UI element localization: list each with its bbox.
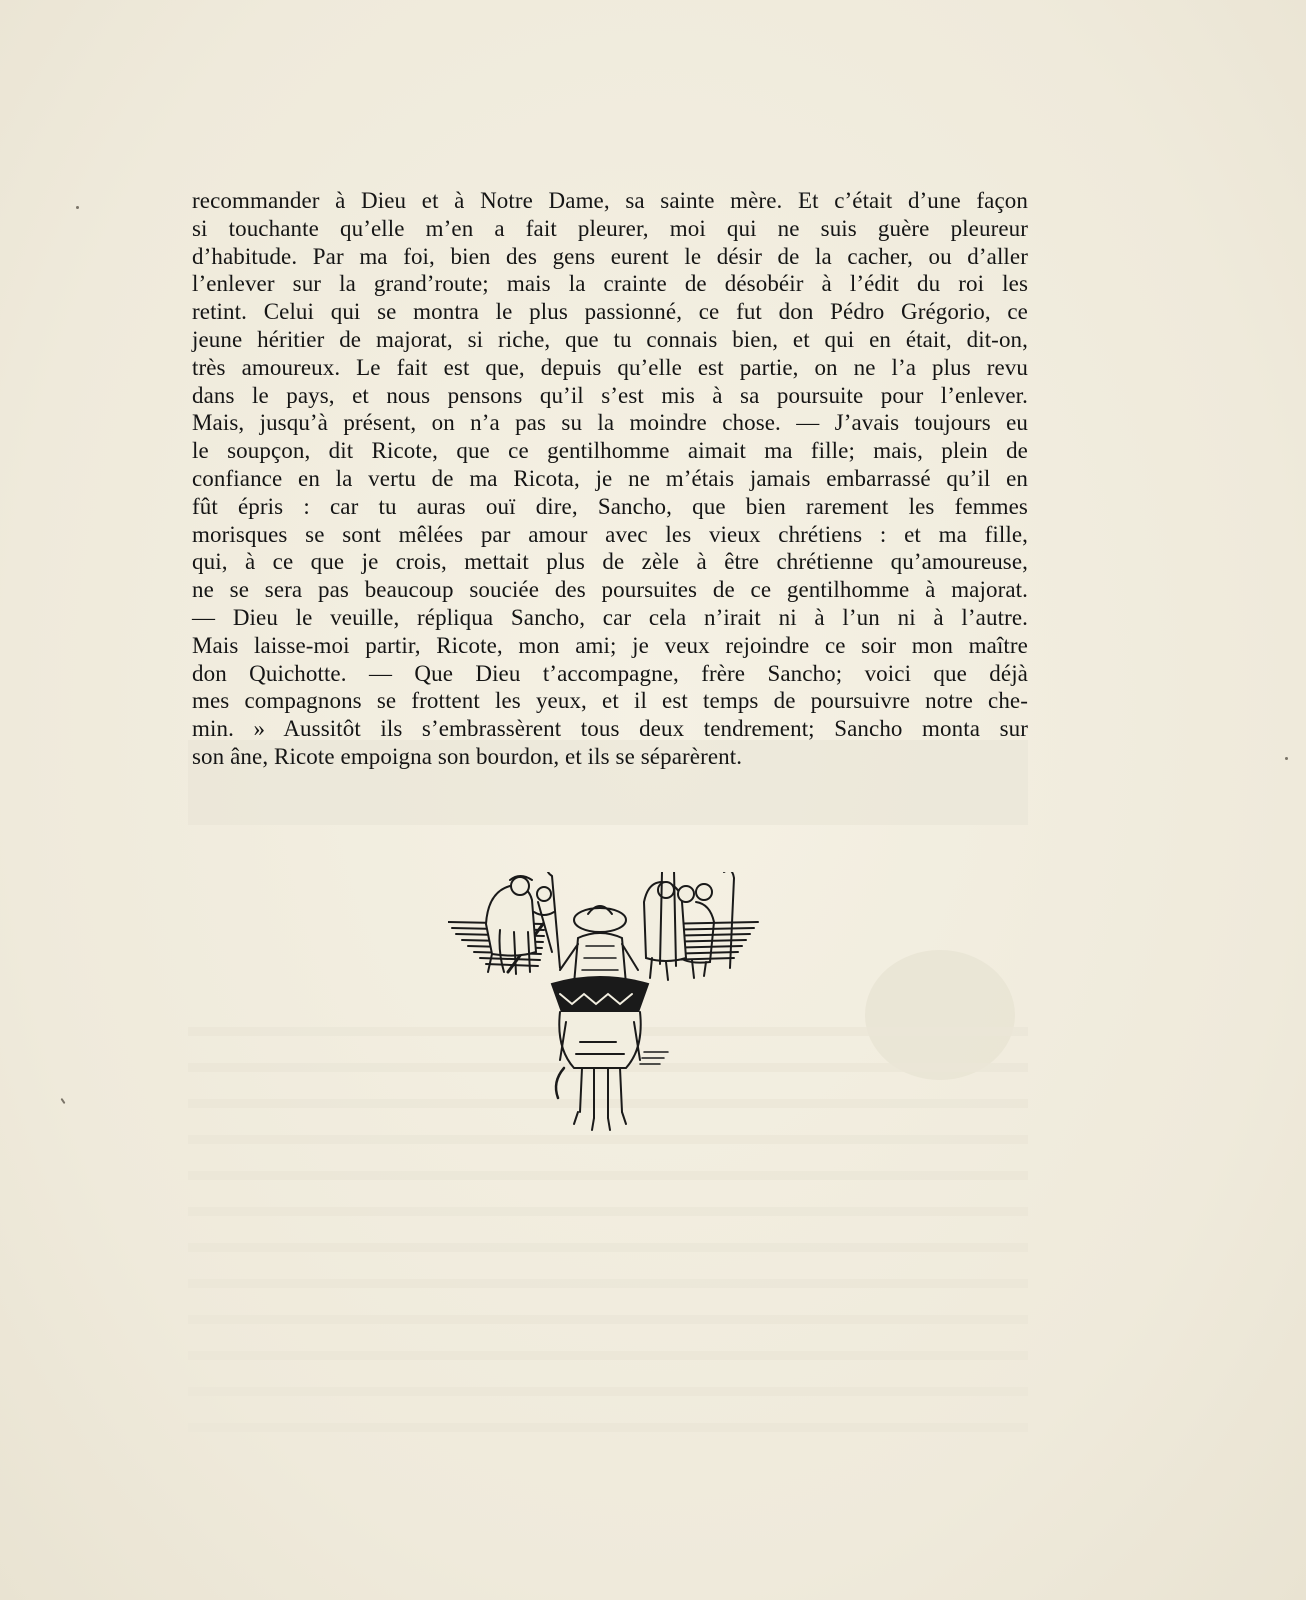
text-line: si touchante qu’elle m’en a fait pleurer, moi qui ne suis guère pleureur [192,215,1028,241]
text-line: Mais laisse-moi partir, Ricote, mon ami; je veux rejoindre ce soir mon maître [192,632,1028,658]
text-line: retint. Celui qui se montra le plus passionné, ce fut don Pédro Grégorio, ce [192,299,1028,325]
text-line: l’enlever sur la grand’route; mais la crainte de désobéir à l’édit du roi les [192,271,1028,297]
text-line: très amoureux. Le fait est que, depuis qu’elle est partie, on ne l’a plus revu [192,354,1028,380]
text-line: jeune héritier de majorat, si riche, que tu connais bien, et qui en était, dit-on, [192,326,1028,352]
sancho-on-donkey-with-pilgrims-vignette-icon [448,872,784,1162]
text-line: min. » Aussitôt ils s’embrassèrent tous deux tendrement; Sancho monta sur [192,716,1028,742]
paper-speck [1285,757,1288,760]
paper-speck [60,1098,65,1104]
text-line: fût épris : car tu auras ouï dire, Sancho, que bien rarement les femmes [192,493,1028,519]
text-line: confiance en la vertu de ma Ricota, je ne m’étais jamais embarrassé qu’il en [192,465,1028,491]
body-text [192,187,1028,771]
text-line: recommander à Dieu et à Notre Dame, sa sainte mère. Et c’était d’une façon [192,188,1028,213]
text-line: qui, à ce que je crois, mettait plus de zèle à être chrétienne qu’amoureuse, [192,549,1028,575]
paper-speck [76,206,79,209]
text-line: — Dieu le veuille, répliqua Sancho, car cela n’irait ni à l’un ni à l’autre. [192,604,1028,630]
text-line: ne se sera pas beaucoup souciée des poursuites de ce gentilhomme à majorat. [192,577,1028,603]
text-line: le soupçon, dit Ricote, que ce gentilhomme aimait ma fille; mais, plein de [192,438,1028,464]
text-line: Mais, jusqu’à présent, on n’a pas su la moindre chose. — J’avais toujours eu [192,410,1028,436]
text-line: son âne, Ricote empoigna son bourdon, et ils se séparèrent. [192,743,743,769]
text-line: mes compagnons se frottent les yeux, et il est temps de poursuivre notre che- [192,688,1028,714]
text-line: don Quichotte. — Que Dieu t’accompagne, frère Sancho; voici que déjà [192,660,1028,686]
text-line: d’habitude. Par ma foi, bien des gens eurent le désir de la cacher, ou d’aller [192,243,1028,269]
text-line: dans le pays, et nous pensons qu’il s’est mis à sa poursuite pour l’enlever. [192,382,1028,408]
text-line: morisques se sont mêlées par amour avec les vieux chrétiens : et ma fille, [192,521,1028,547]
